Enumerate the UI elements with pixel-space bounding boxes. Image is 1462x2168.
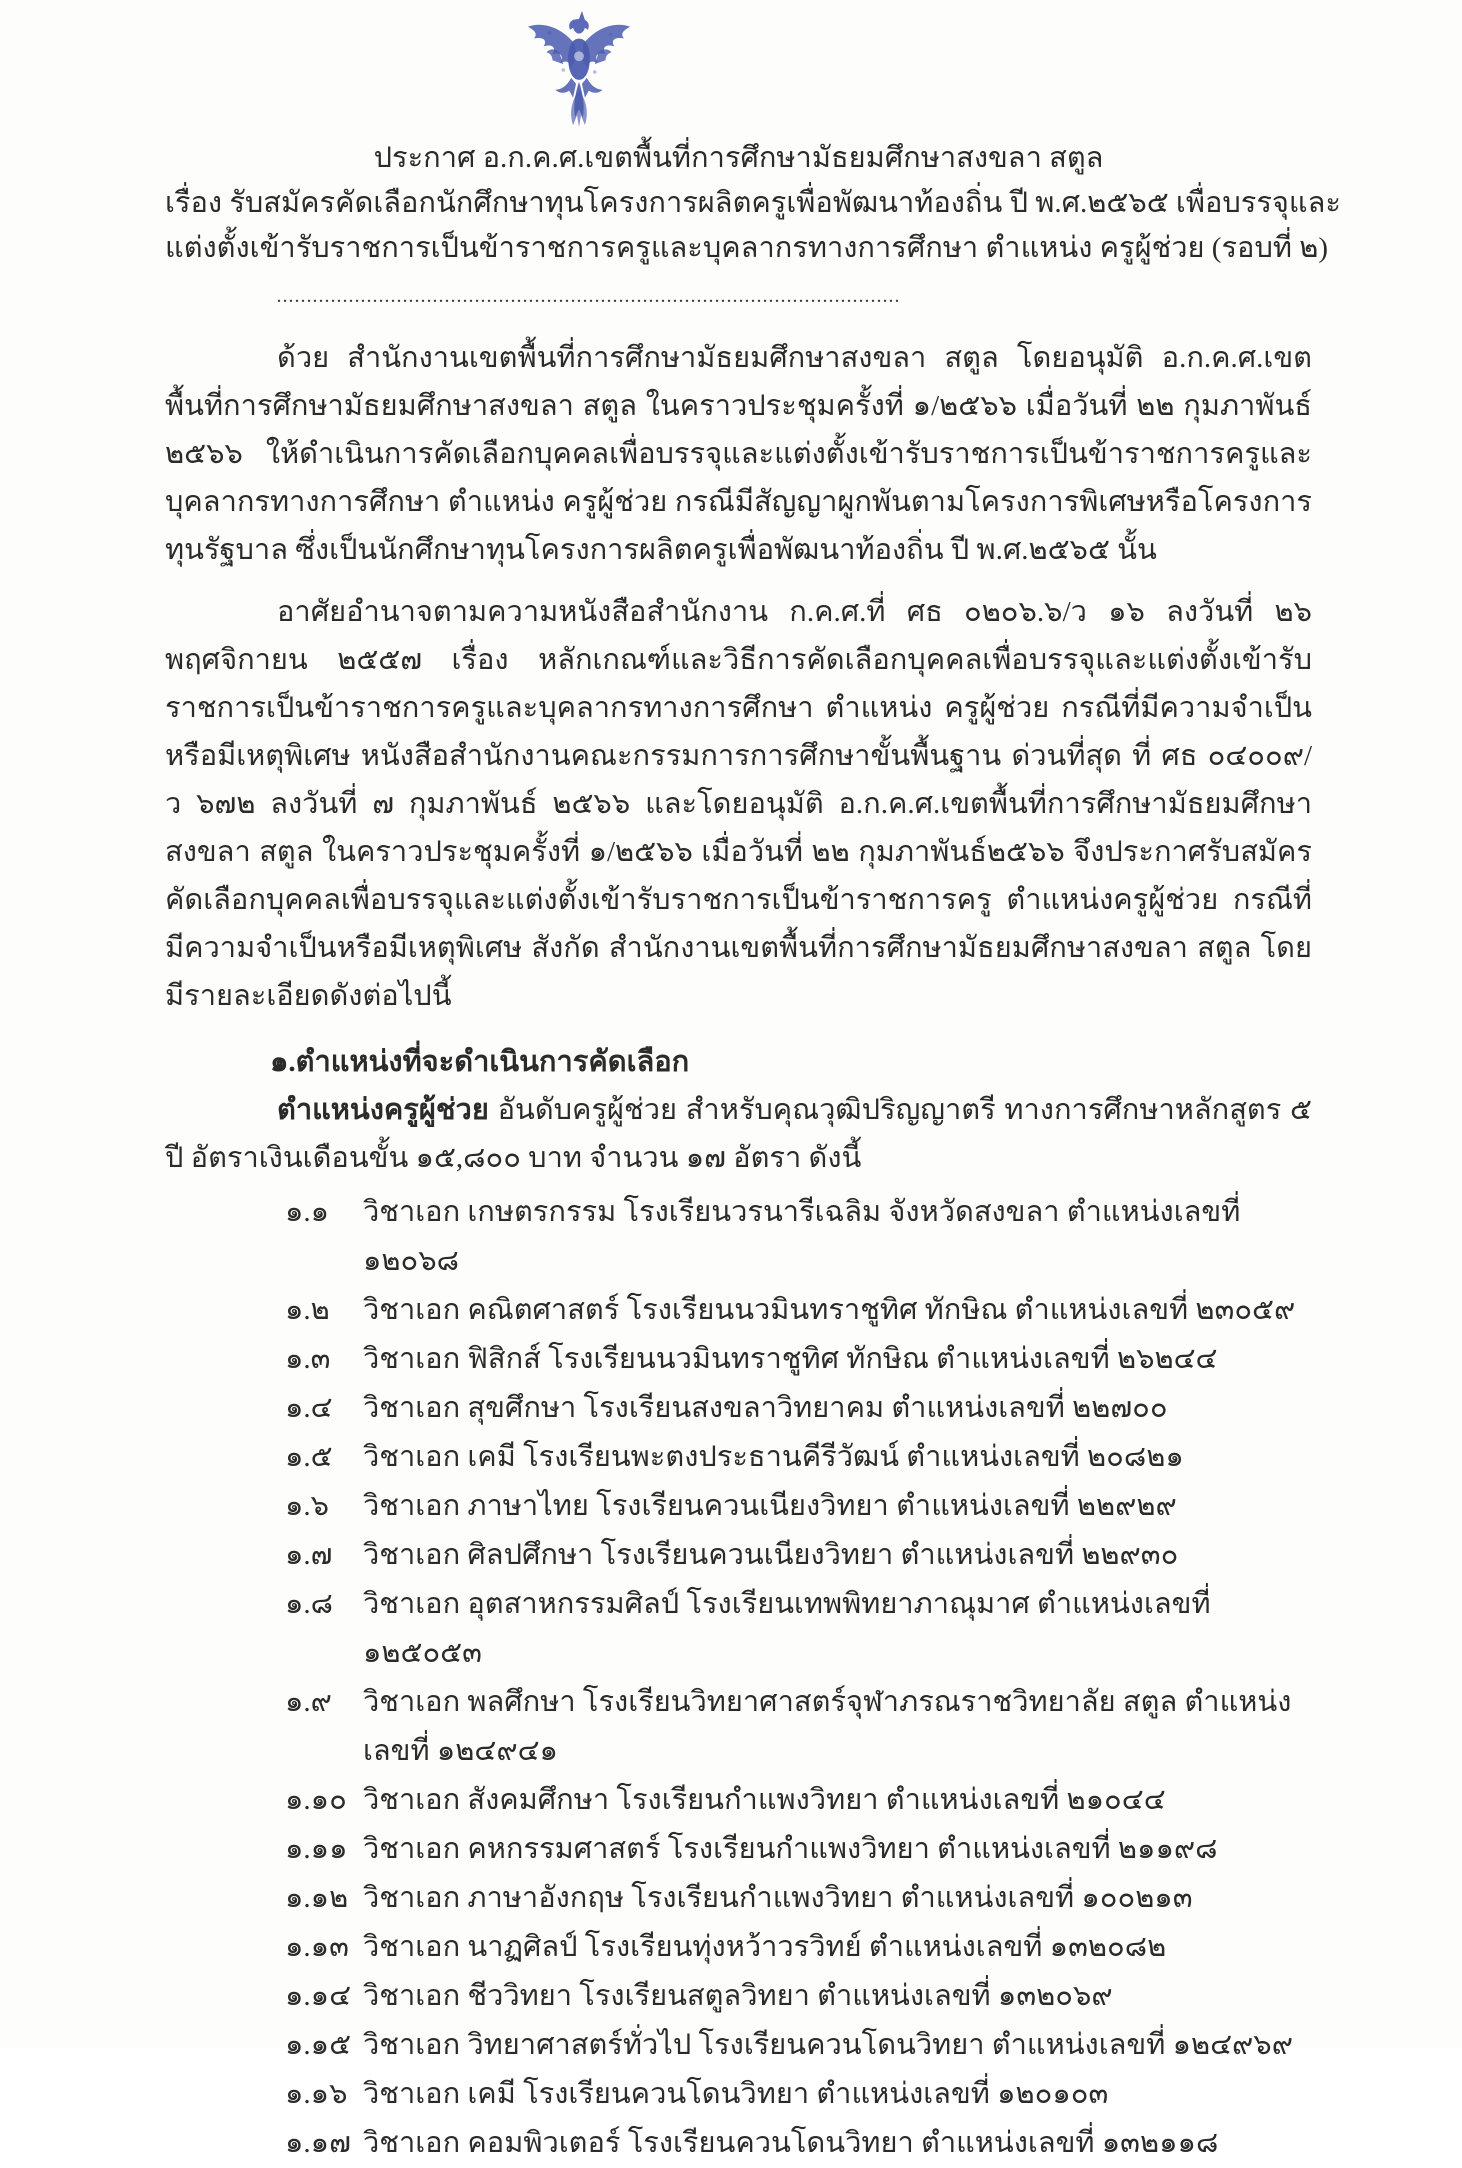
item-text: วิชาเอก สุขศึกษา โรงเรียนสงขลาวิทยาคม ตำแหน่งเลขที่ ๒๒๗๐๐ bbox=[363, 1392, 1168, 1424]
item-text: วิชาเอก ภาษาไทย โรงเรียนควนเนียงวิทยา ตำแหน่งเลขที่ ๒๒๙๒๙ bbox=[363, 1490, 1177, 1522]
position-list-item bbox=[285, 1188, 1312, 1286]
section-1-intro bbox=[165, 1086, 1312, 1182]
position-list-item bbox=[285, 1335, 1312, 1384]
item-text: วิชาเอก คอมพิวเตอร์ โรงเรียนควนโดนวิทยา ตำแหน่งเลขที่ ๑๓๒๑๑๘ bbox=[363, 2127, 1219, 2159]
paragraph-authority-2: อาศัยอำนาจตามความหนังสือสำนักงาน ก.ค.ศ.ที่ ศธ ๐๒๐๖.๖/ว ๑๖ ลงวันที่ ๒๖ พฤศจิกายน ๒๕๕๗ เรื่อง หลักเกณฑ์และวิธีการคัดเลือกบุคคลเพื่อบรรจุและแต่งตั้งเข้ารับราชการเป็นข้าราชการครูและบุคลากรทางการศึกษา ตำแหน่ง ครูผู้ช่วย กรณีที่มีความจำเป็นหรือมีเหตุพิเศษ หนังสือสำนักงานคณะกรรมการการศึกษาขั้นพื้นฐาน ด่วนที่สุด ที่ ศธ ๐๔๐๐๙/ว ๖๗๒ ลงวันที่ ๗ กุมภาพันธ์ ๒๕๖๖ และโดยอนุมัติ อ.ก.ค.ศ.เขตพื้นที่การศึกษามัธยมศึกษาสงขลา สตูล ในคราวประชุมครั้งที่ ๑/๒๕๖๖ เมื่อวันที่ ๒๒ กุมภาพันธ์๒๕๖๖ จึงประกาศรับสมัครคัดเลือกบุคคลเพื่อบรรจุและแต่งตั้งเข้ารับราชการเป็นข้าราชการครู ตำแหน่งครูผู้ช่วย กรณีที่มีความจำเป็นหรือมีเหตุพิเศษ สังกัด สำนักงานเขตพื้นที่การศึกษามัธยมศึกษาสงขลา สตูล โดยมีรายละเอียดดังต่อไปนี้ bbox=[165, 596, 1312, 1012]
item-text: วิชาเอก พลศึกษา โรงเรียนวิทยาศาสตร์จุฬาภรณราชวิทยาลัย สตูล ตำแหน่งเลขที่ ๑๒๔๙๔๑ bbox=[363, 1686, 1292, 1767]
position-list-item bbox=[285, 2021, 1312, 2070]
position-list-item bbox=[285, 1580, 1312, 1678]
item-text: วิชาเอก ชีววิทยา โรงเรียนสตูลวิทยา ตำแหน่งเลขที่ ๑๓๒๐๖๙ bbox=[363, 1980, 1113, 2012]
position-list-item bbox=[285, 2119, 1312, 2168]
item-number: ๑.๑๕ bbox=[285, 2029, 352, 2061]
item-number: ๑.๒ bbox=[285, 1294, 330, 1326]
item-text: วิชาเอก สังคมศึกษา โรงเรียนกำแพงวิทยา ตำแหน่งเลขที่ ๒๑๐๔๔ bbox=[363, 1784, 1166, 1816]
item-text: วิชาเอก คณิตศาสตร์ โรงเรียนนวมินทราชูทิศ ทักษิณ ตำแหน่งเลขที่ ๒๓๐๕๙ bbox=[363, 1294, 1296, 1326]
item-text: วิชาเอก คหกรรมศาสตร์ โรงเรียนกำแพงวิทยา ตำแหน่งเลขที่ ๒๑๑๙๘ bbox=[363, 1833, 1218, 1865]
item-number: ๑.๕ bbox=[285, 1441, 333, 1473]
paragraph-authority-1: ด้วย สำนักงานเขตพื้นที่การศึกษามัธยมศึกษาสงขลา สตูล โดยอนุมัติ อ.ก.ค.ศ.เขตพื้นที่การศึกษามัธยมศึกษาสงขลา สตูล ในคราวประชุมครั้งที่ ๑/๒๕๖๖ เมื่อวันที่ ๒๒ กุมภาพันธ์ ๒๕๖๖ ให้ดำเนินการคัดเลือกบุคคลเพื่อบรรจุและแต่งตั้งเข้ารับราชการเป็นข้าราชการครูและบุคลากรทางการศึกษา ตำแหน่ง ครูผู้ช่วย กรณีมีสัญญาผูกพันตามโครงการพิเศษหรือโครงการทุนรัฐบาล ซึ่งเป็นนักศึกษาทุนโครงการผลิตครูเพื่อพัฒนาท้องถิ่น ปี พ.ศ.๒๕๖๕ นั้น bbox=[165, 342, 1312, 566]
item-text: วิชาเอก เคมี โรงเรียนควนโดนวิทยา ตำแหน่งเลขที่ ๑๒๐๑๐๓ bbox=[363, 2078, 1109, 2110]
item-number: ๑.๓ bbox=[285, 1343, 331, 1375]
item-text: วิชาเอก ภาษาอังกฤษ โรงเรียนกำแพงวิทยา ตำแหน่งเลขที่ ๑๐๐๒๑๓ bbox=[363, 1882, 1193, 1914]
title-line-2: เรื่อง รับสมัครคัดเลือกนักศึกษาทุนโครงการผลิตครูเพื่อพัฒนาท้องถิ่น ปี พ.ศ.๒๕๖๕ เพื่อบรรจุและ bbox=[165, 187, 1341, 219]
item-text: วิชาเอก เกษตรกรรม โรงเรียนวรนารีเฉลิม จังหวัดสงขลา ตำแหน่งเลขที่ ๑๒๐๖๘ bbox=[363, 1196, 1241, 1277]
garuda-emblem-icon bbox=[520, 10, 638, 134]
position-list-item bbox=[285, 1384, 1312, 1433]
position-list-item bbox=[285, 1776, 1312, 1825]
item-text: วิชาเอก นาฏศิลป์ โรงเรียนทุ่งหว้าวรวิทย์ ตำแหน่งเลขที่ ๑๓๒๐๘๒ bbox=[363, 1931, 1167, 1963]
dotted-divider: ........................................................................................................ bbox=[276, 285, 901, 307]
position-list-item bbox=[285, 2070, 1312, 2119]
intro-rest-text: อันดับครูผู้ช่วย สำหรับคุณวุฒิปริญญาตรี ทางการศึกษาหลักสูตร ๕ ปี อัตราเงินเดือนขั้น ๑๕,๘๐๐ บาท จำนวน ๑๗ อัตรา ดังนี้ bbox=[165, 1094, 1312, 1174]
position-list-item bbox=[285, 1531, 1312, 1580]
section-1-heading: ๑.ตำแหน่งที่จะดำเนินการคัดเลือก bbox=[270, 1046, 690, 1078]
position-list-item bbox=[285, 1825, 1312, 1874]
item-number: ๑.๘ bbox=[285, 1588, 334, 1620]
item-number: ๑.๗ bbox=[285, 1539, 333, 1571]
item-number: ๑.๔ bbox=[285, 1392, 333, 1424]
position-list bbox=[165, 1188, 1312, 2168]
title-line-1: ประกาศ อ.ก.ค.ศ.เขตพื้นที่การศึกษามัธยมศึกษาสงขลา สตูล bbox=[373, 142, 1104, 174]
position-list-item bbox=[285, 1678, 1312, 1776]
item-text: วิชาเอก อุตสาหกรรมศิลป์ โรงเรียนเทพพิทยาภาณุมาศ ตำแหน่งเลขที่ ๑๒๕๐๕๓ bbox=[363, 1588, 1211, 1669]
item-number: ๑.๖ bbox=[285, 1490, 330, 1522]
position-list-item bbox=[285, 1923, 1312, 1972]
item-number: ๑.๑๒ bbox=[285, 1882, 349, 1914]
item-text: วิชาเอก ฟิสิกส์ โรงเรียนนวมินทราชูทิศ ทักษิณ ตำแหน่งเลขที่ ๒๖๒๔๔ bbox=[363, 1343, 1218, 1375]
position-list-item bbox=[285, 1972, 1312, 2021]
position-list-item bbox=[285, 1433, 1312, 1482]
item-number: ๑.๑๑ bbox=[285, 1833, 348, 1865]
intro-bold-position: ตำแหน่งครูผู้ช่วย bbox=[277, 1094, 489, 1126]
document-content bbox=[0, 136, 1462, 2168]
position-list-item bbox=[285, 1286, 1312, 1335]
item-text: วิชาเอก วิทยาศาสตร์ทั่วไป โรงเรียนควนโดนวิทยา ตำแหน่งเลขที่ ๑๒๔๙๖๙ bbox=[363, 2029, 1293, 2061]
emblem-container bbox=[0, 0, 1462, 134]
item-text: วิชาเอก เคมี โรงเรียนพะตงประธานคีรีวัฒน์ ตำแหน่งเลขที่ ๒๐๘๒๑ bbox=[363, 1441, 1184, 1473]
item-number: ๑.๑ bbox=[285, 1196, 330, 1228]
title-line-3: แต่งตั้งเข้ารับราชการเป็นข้าราชการครูและบุคลากรทางการศึกษา ตำแหน่ง ครูผู้ช่วย (รอบที่ ๒) bbox=[165, 232, 1329, 264]
position-list-item bbox=[285, 1482, 1312, 1531]
item-number: ๑.๙ bbox=[285, 1686, 332, 1718]
item-number: ๑.๑๔ bbox=[285, 1980, 352, 2012]
item-number: ๑.๑๓ bbox=[285, 1931, 349, 1963]
item-number: ๑.๑๗ bbox=[285, 2127, 351, 2159]
item-text: วิชาเอก ศิลปศึกษา โรงเรียนควนเนียงวิทยา ตำแหน่งเลขที่ ๒๒๙๓๐ bbox=[363, 1539, 1179, 1571]
document-title bbox=[165, 136, 1341, 271]
item-number: ๑.๑๐ bbox=[285, 1784, 347, 1816]
item-number: ๑.๑๖ bbox=[285, 2078, 348, 2110]
position-list-item bbox=[285, 1874, 1312, 1923]
